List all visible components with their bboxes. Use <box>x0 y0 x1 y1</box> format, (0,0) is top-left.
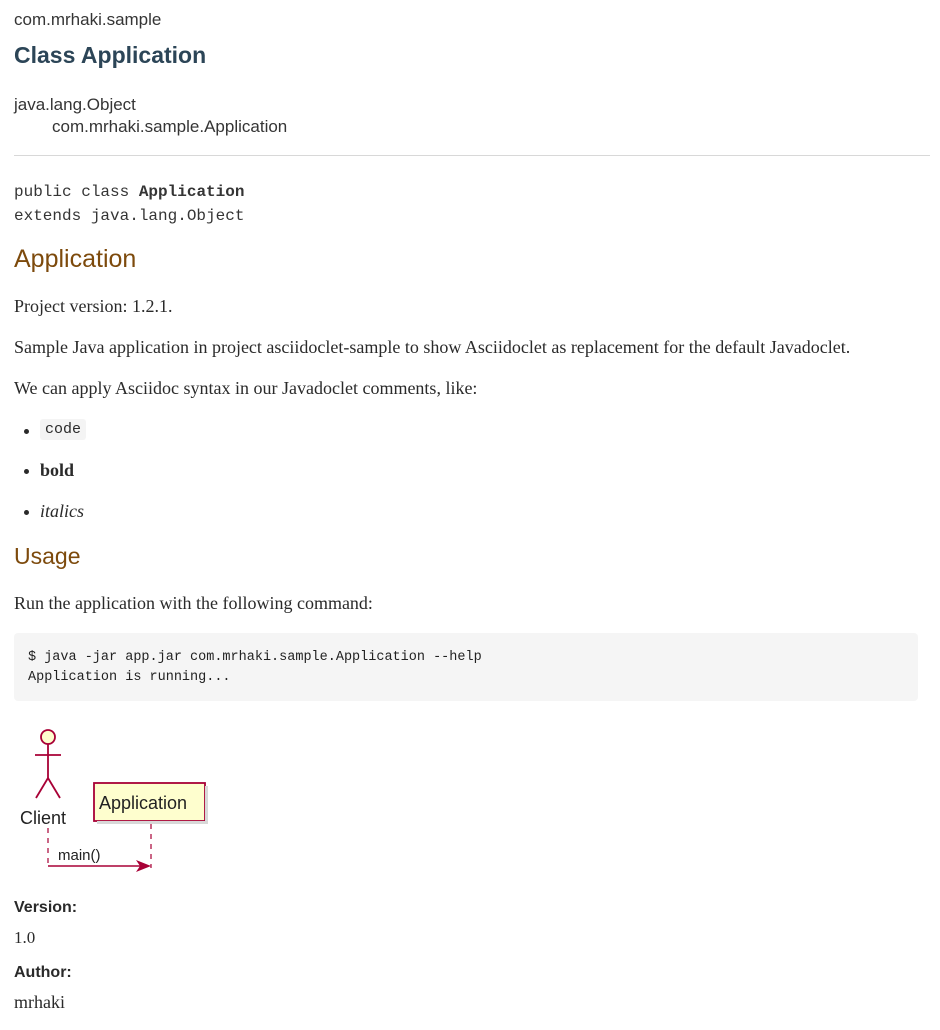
participant-shadow <box>97 821 208 824</box>
bullet-icon <box>24 429 29 434</box>
class-title: Class Application <box>14 42 207 68</box>
code-line: Application is running... <box>28 670 231 685</box>
list-item-italics: italics <box>40 501 84 521</box>
version-value: 1.0 <box>14 928 36 947</box>
project-version-text: Project version: 1.2.1. <box>14 296 173 316</box>
sequence-diagram <box>10 720 230 880</box>
inheritance-child: com.mrhaki.sample.Application <box>52 117 288 136</box>
bullet-icon <box>24 510 29 515</box>
inheritance-parent: java.lang.Object <box>14 95 136 114</box>
declaration-prefix: public class <box>14 183 139 201</box>
syntax-intro-text: We can apply Asciidoc syntax in our Javadoclet comments, like: <box>14 378 478 398</box>
usage-intro-text: Run the application with the following command: <box>14 593 373 613</box>
declaration-extends: extends java.lang.Object <box>14 207 245 225</box>
list-item-bold: bold <box>40 460 75 480</box>
usage-heading: Usage <box>14 543 81 569</box>
bullet-icon <box>24 469 29 474</box>
divider <box>14 155 930 156</box>
actor-label: Client <box>20 808 67 828</box>
class-declaration <box>14 180 244 228</box>
code-line: $ java -jar app.jar com.mrhaki.sample.Application --help <box>28 650 482 665</box>
package-name: com.mrhaki.sample <box>14 10 162 29</box>
list-item-code: code <box>40 419 86 440</box>
summary-text: Sample Java application in project asciidoclet-sample to show Asciidoclet as replacement for the default Javadoclet. <box>14 337 851 357</box>
message-label: main() <box>58 847 101 864</box>
code-block <box>14 633 918 701</box>
participant-label: Application <box>99 793 188 813</box>
actor-icon <box>35 730 61 798</box>
description-heading: Application <box>14 245 137 273</box>
author-label: Author: <box>14 964 72 981</box>
author-value: mrhaki <box>14 992 65 1012</box>
participant-shadow <box>205 786 208 824</box>
version-label: Version: <box>14 899 78 916</box>
declaration-class-name: Application <box>138 183 245 201</box>
